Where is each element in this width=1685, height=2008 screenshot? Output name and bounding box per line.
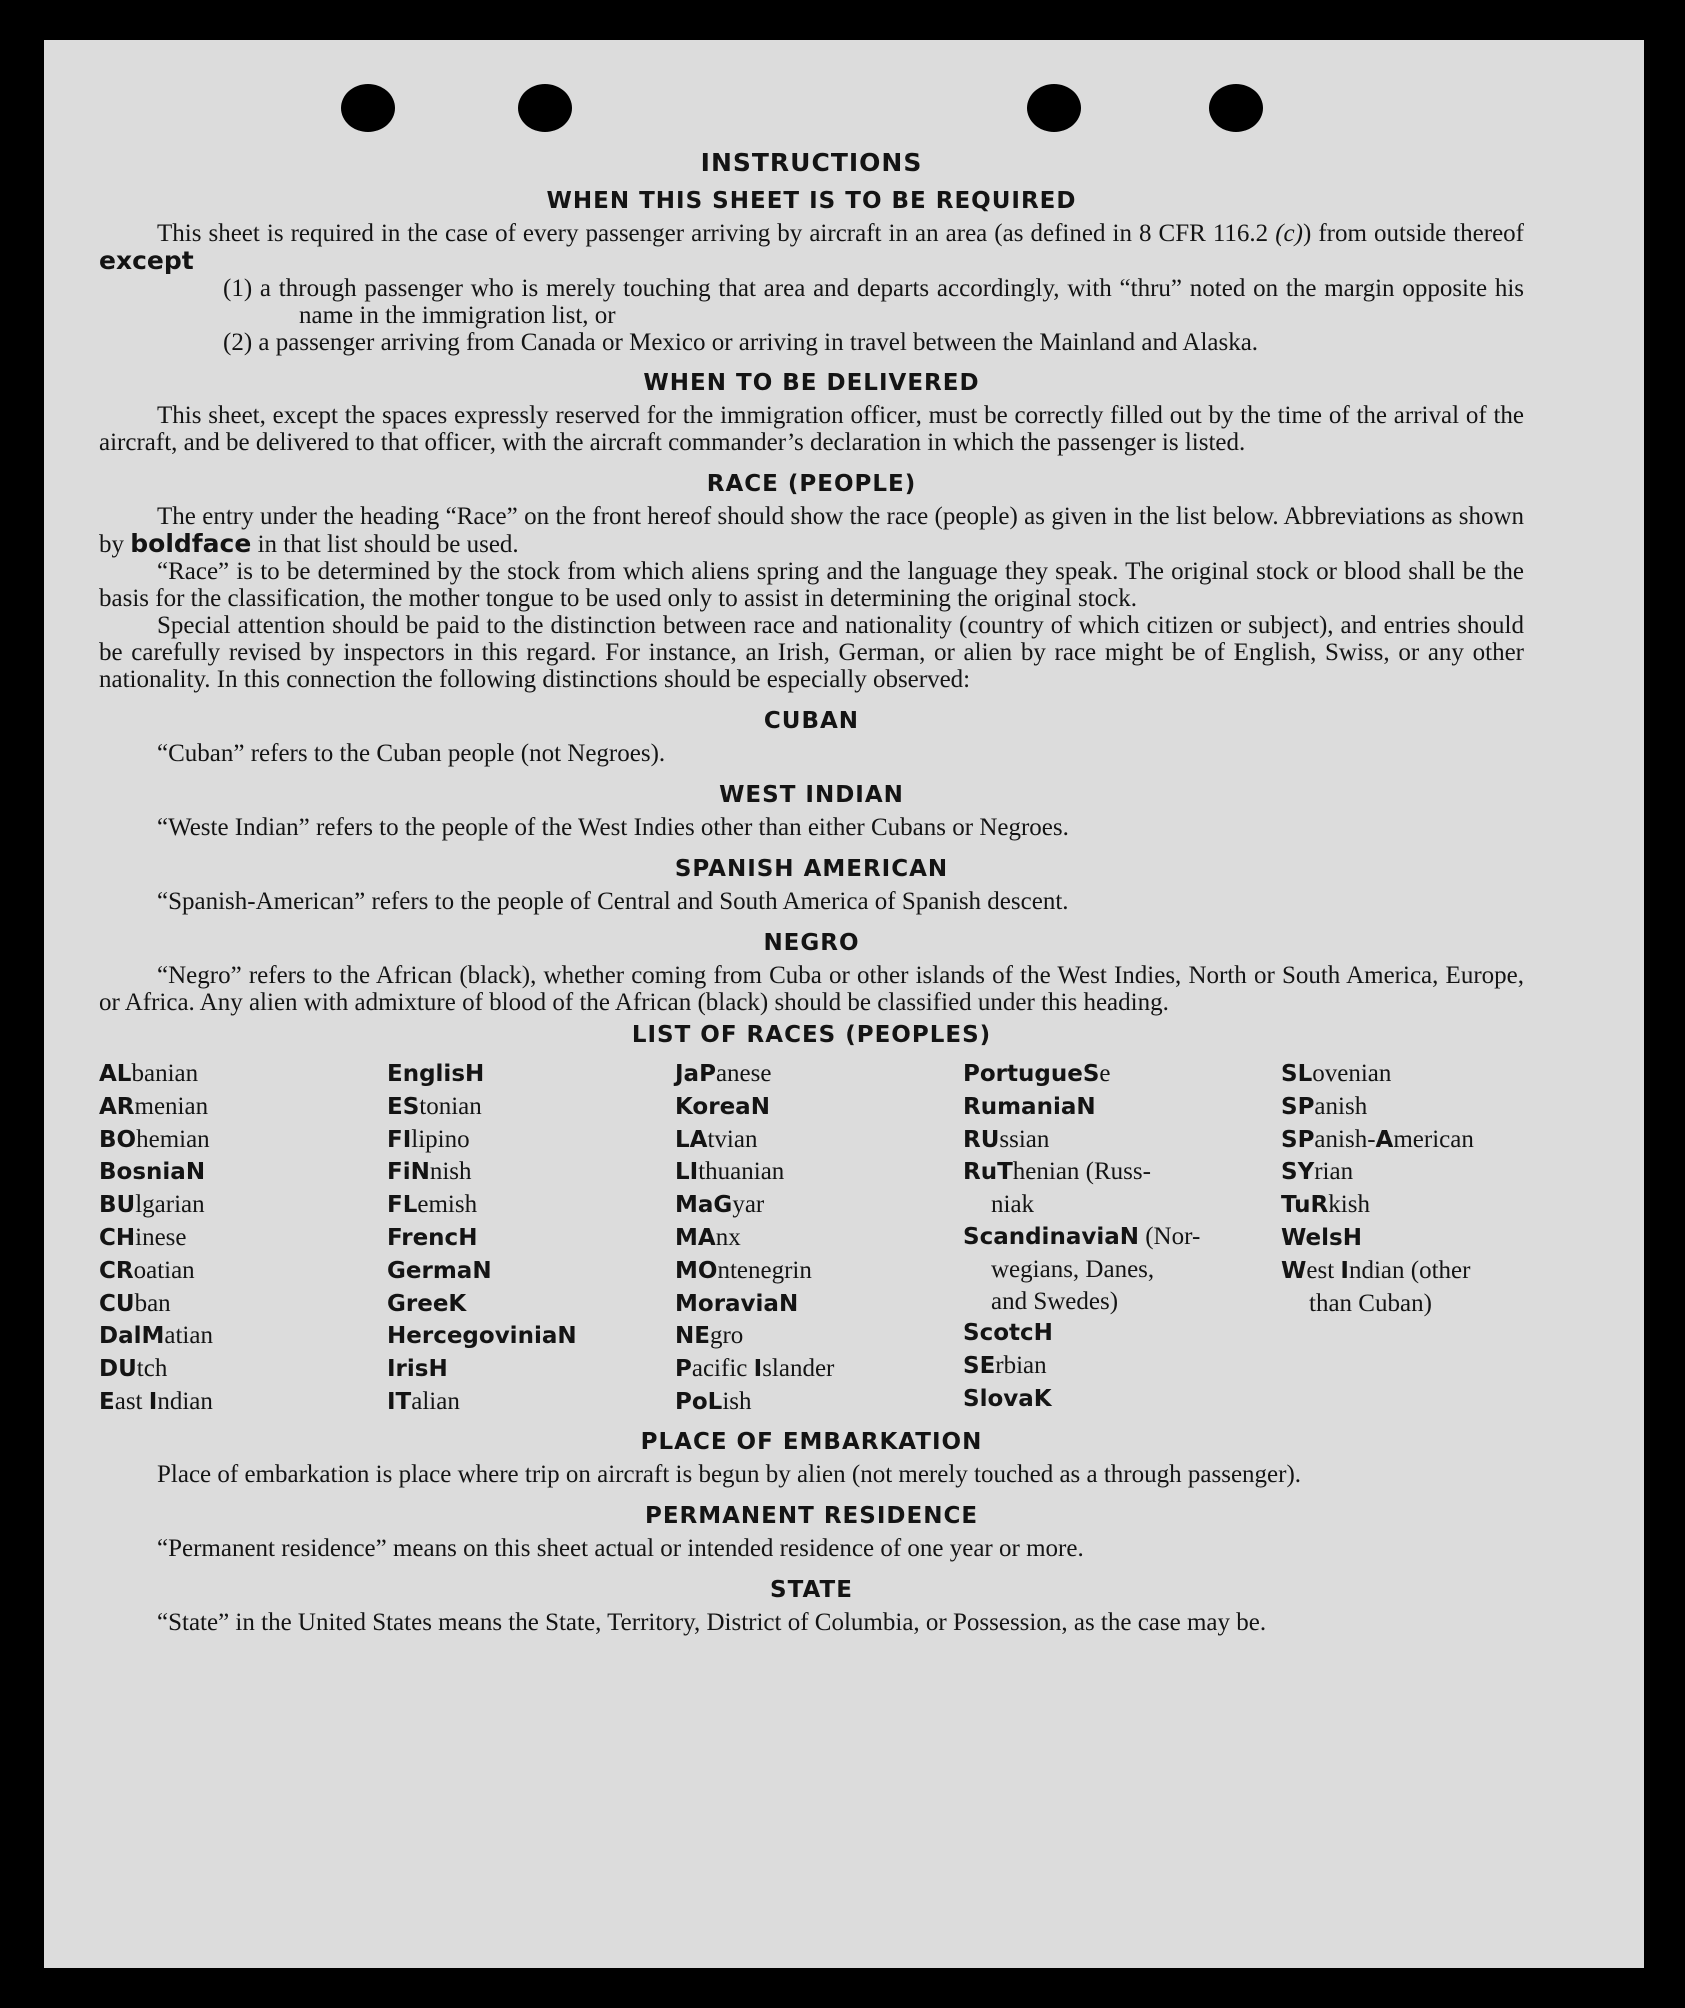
race-entry: CHinese bbox=[99, 1223, 187, 1251]
heading-when-required: WHEN THIS SHEET IS TO BE REQUIRED bbox=[546, 188, 1077, 214]
race-entry: DalMatian bbox=[99, 1322, 213, 1350]
west-indian-text: “Weste Indian” refers to the people of the West Indies other than either Cubans or Negroes. bbox=[157, 814, 1069, 841]
race-entry: IrisH bbox=[387, 1356, 448, 1383]
race-entry: ITalian bbox=[387, 1387, 460, 1415]
race-entry: East Indian bbox=[99, 1387, 213, 1415]
heading-list-of-races: LIST OF RACES (PEOPLES) bbox=[631, 1022, 992, 1048]
punch-hole bbox=[518, 84, 572, 132]
race-entry: MAnx bbox=[675, 1223, 741, 1251]
race-entry: DUtch bbox=[99, 1355, 168, 1383]
race-entry: West Indian (other bbox=[1281, 1256, 1471, 1284]
race-entry: CUban bbox=[99, 1289, 171, 1317]
race-entry: Pacific Islander bbox=[675, 1355, 835, 1383]
race-entry: EStonian bbox=[387, 1092, 482, 1120]
race-entry: LAtvian bbox=[675, 1125, 758, 1153]
race-entry: ARmenian bbox=[99, 1092, 209, 1120]
race-paragraph-1: The entry under the heading “Race” on the front hereof should show the race (people) as given in the list below. Abbreviations as shown by boldface in that list should be used. bbox=[99, 503, 1524, 558]
race-paragraph-2: “Race” is to be determined by the stock from which aliens spring and the language they speak. The original stock or blood shall be the basis for the classification, the mother tongue to be used only to assist in determining the original stock. bbox=[99, 558, 1524, 612]
race-entry: PortugueSe bbox=[963, 1060, 1111, 1087]
heading-when-delivered: WHEN TO BE DELIVERED bbox=[643, 370, 980, 396]
race-entry: SYrian bbox=[1281, 1158, 1354, 1186]
residence-text: “Permanent residence” means on this sheet actual or intended residence of one year or more. bbox=[157, 1534, 1084, 1562]
race-entry: RuThenian (Russ- bbox=[963, 1158, 1151, 1186]
heading-spanish-american: SPANISH AMERICAN bbox=[674, 856, 949, 882]
race-entry: CRoatian bbox=[99, 1256, 195, 1284]
race-column-3 bbox=[675, 1058, 963, 1419]
when-required-intro: This sheet is required in the case of every passenger arriving by aircraft in an area (as defined in 8 CFR 116.2 (c)) from outside thereof except bbox=[99, 220, 1525, 275]
race-entry: TuRkish bbox=[1281, 1191, 1370, 1219]
heading-race: RACE (PEOPLE) bbox=[706, 471, 917, 497]
exception-item-2: (2) a passenger arriving from Canada or Mexico or arriving in travel between the Mainland and Alaska. bbox=[223, 329, 1259, 356]
race-entry: WelsH bbox=[1281, 1224, 1362, 1251]
punch-hole bbox=[1209, 84, 1263, 132]
race-entry: GreeK bbox=[387, 1290, 467, 1317]
race-column-5 bbox=[1281, 1058, 1521, 1419]
race-entry: SErbian bbox=[963, 1352, 1047, 1380]
race-entry: FLemish bbox=[387, 1191, 478, 1219]
race-entry: PoLish bbox=[675, 1387, 752, 1415]
race-entry: ScotcH bbox=[963, 1320, 1053, 1347]
race-entry: BosniaN bbox=[99, 1159, 206, 1186]
race-paragraph-3: Special attention should be paid to the distinction between race and nationality (country of which citizen or subject), and entries should be carefully revised by inspectors in this regard. For instance, an Irish, German, or alien by race might be of English, Swiss, or any other nationality. In this connection the following distinctions should be especially observed: bbox=[99, 612, 1524, 693]
race-column-4 bbox=[963, 1058, 1281, 1419]
race-entry: FiNnish bbox=[387, 1158, 472, 1186]
punch-hole bbox=[1027, 84, 1081, 132]
heading-west-indian: WEST INDIAN bbox=[719, 782, 904, 808]
embarkation-text: Place of embarkation is place where trip on aircraft is begun by alien (not merely touched as a through passenger). bbox=[157, 1460, 1302, 1488]
race-entry: MOntenegrin bbox=[675, 1256, 812, 1284]
exception-item-1: (1) a through passenger who is merely touching that area and departs accordingly, with “thru” noted on the margin opposite his name in the immigration list, or bbox=[223, 275, 1524, 329]
race-entry: SPanish-American bbox=[1281, 1125, 1474, 1153]
when-delivered-text: This sheet, except the spaces expressly reserved for the immigration officer, must be correctly filled out by the time of the arrival of the aircraft, and be delivered to that officer, with the aircraft commander’s declaration in which the passenger is listed. bbox=[99, 402, 1524, 456]
race-entry: LIthuanian bbox=[675, 1158, 785, 1186]
race-entry: SLovenian bbox=[1281, 1060, 1392, 1087]
heading-cuban: CUBAN bbox=[763, 708, 860, 734]
race-entry: EnglisH bbox=[387, 1061, 485, 1087]
race-entry: RUssian bbox=[963, 1125, 1050, 1153]
race-entry: BUlgarian bbox=[99, 1191, 205, 1219]
race-entry: MaGyar bbox=[675, 1191, 765, 1219]
race-entry: SPanish bbox=[1281, 1092, 1368, 1120]
race-entry: HercegoviniaN bbox=[387, 1323, 577, 1350]
page-title: INSTRUCTIONS bbox=[700, 148, 923, 177]
race-entry: ScandinaviaN (Nor- bbox=[963, 1222, 1201, 1250]
race-entry: wegians, Danes, bbox=[991, 1255, 1155, 1283]
race-list bbox=[99, 1058, 1524, 1419]
race-entry: GermaN bbox=[387, 1257, 492, 1284]
race-entry: SlovaK bbox=[963, 1385, 1052, 1412]
negro-text: “Negro” refers to the African (black), whether coming from Cuba or other islands of the West Indies, North or South America, Europe, or Africa. Any alien with admixture of blood of the African (black) should be classified under this heading. bbox=[99, 962, 1524, 1016]
state-text: “State” in the United States means the State, Territory, District of Columbia, or Possession, as the case may be. bbox=[157, 1608, 1267, 1636]
race-entry: BOhemian bbox=[99, 1125, 210, 1153]
race-entry: FIlipino bbox=[387, 1125, 470, 1153]
race-column-1 bbox=[99, 1058, 387, 1419]
cuban-text: “Cuban” refers to the Cuban people (not Negroes). bbox=[157, 740, 666, 767]
race-entry: MoraviaN bbox=[675, 1290, 799, 1317]
race-column-2 bbox=[387, 1058, 675, 1419]
race-entry: niak bbox=[991, 1191, 1035, 1219]
race-entry: than Cuban) bbox=[1309, 1289, 1432, 1317]
race-entry: KoreaN bbox=[675, 1093, 770, 1120]
race-entry: FrencH bbox=[387, 1224, 478, 1251]
race-entry: RumaniaN bbox=[963, 1093, 1096, 1120]
race-entry: JaPanese bbox=[675, 1060, 772, 1087]
exception-list bbox=[99, 275, 1524, 356]
instruction-sheet bbox=[44, 40, 1644, 1968]
race-entry: NEgro bbox=[675, 1322, 744, 1350]
spanish-american-text: “Spanish-American” refers to the people of Central and South America of Spanish descent. bbox=[157, 888, 1069, 915]
heading-state: STATE bbox=[770, 1576, 853, 1603]
race-entry: and Swedes) bbox=[991, 1287, 1119, 1315]
punch-hole bbox=[341, 84, 395, 132]
heading-negro: NEGRO bbox=[763, 930, 860, 956]
heading-residence: PERMANENT RESIDENCE bbox=[644, 1502, 979, 1529]
race-entry: ALbanian bbox=[99, 1060, 199, 1087]
heading-embarkation: PLACE OF EMBARKATION bbox=[640, 1428, 983, 1455]
